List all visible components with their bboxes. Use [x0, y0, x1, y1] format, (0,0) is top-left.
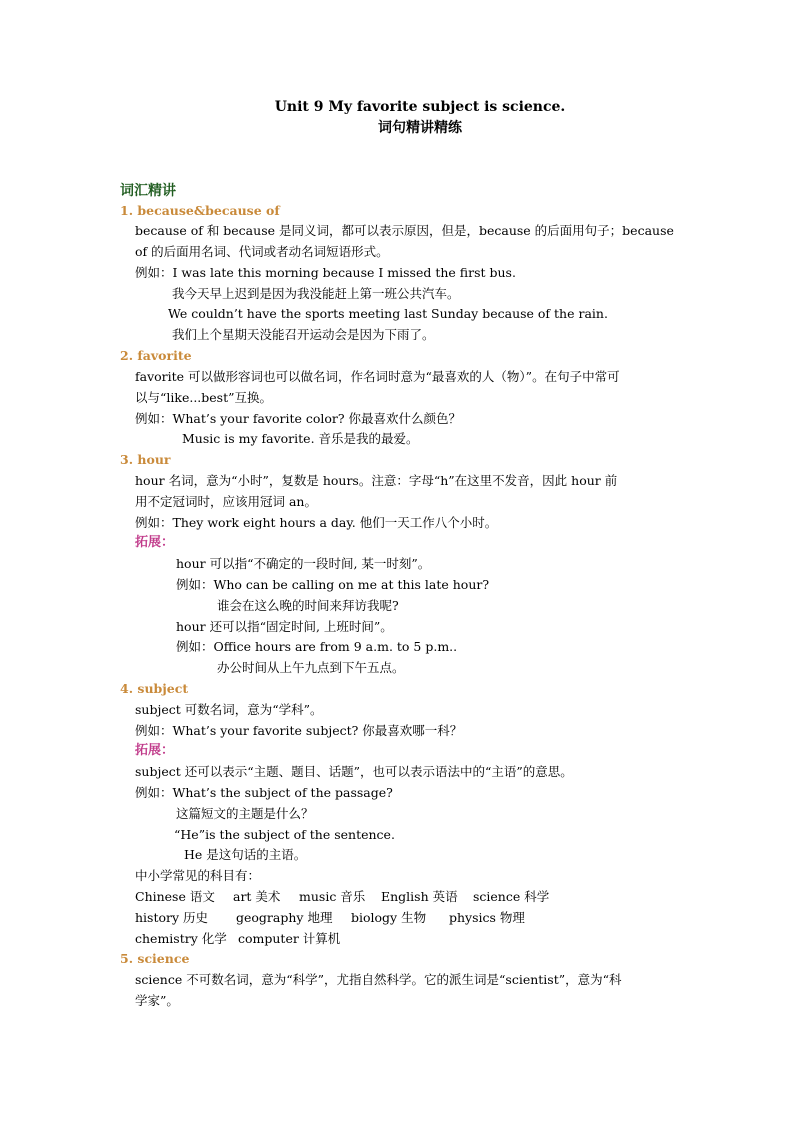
example-line: 例如：They work eight hours a day. 他们一天工作八个小时。 — [135, 515, 498, 530]
item-heading: 5. science — [120, 951, 190, 966]
section-heading: 词汇精讲 — [120, 183, 176, 199]
example-line: 例如：What’s your favorite subject? 你最喜欢哪一科？ — [135, 723, 463, 738]
example-line: Music is my favorite. 音乐是我的最爱。 — [182, 431, 419, 446]
item-heading: 4. subject — [120, 681, 189, 696]
example-en: 例如：What’s the subject of the passage? — [135, 785, 393, 800]
item-heading: 1. because&because of — [120, 203, 280, 218]
item-heading: 2. favorite — [120, 348, 192, 363]
paragraph-line: favorite 可以做形容词也可以做名词，作名词时意为“最喜欢的人（物）”。在句子中常可 — [135, 369, 620, 384]
subject-entry: history 历史 — [135, 910, 209, 925]
subject-entry: biology 生物 — [351, 910, 427, 925]
document-title: Unit 9 My favorite subject is science. — [274, 99, 566, 115]
example-en: 例如：Office hours are from 9 a.m. to 5 p.m.. — [176, 639, 458, 654]
paragraph-line: 用不定冠词时，应该用冠词 an。 — [135, 494, 317, 509]
subject-entry: music 音乐 — [299, 889, 366, 904]
subject-entry: geography 地理 — [236, 910, 333, 925]
paragraph-line: hour 名词，意为“小时”，复数是 hours。注意：字母“h”在这里不发音，因此 hour 前 — [135, 473, 618, 488]
paragraph-line: subject 可数名词，意为“学科”。 — [135, 702, 323, 717]
subject-entry: Chinese 语文 — [135, 889, 215, 904]
example-zh: 这篇短文的主题是什么？ — [176, 806, 314, 821]
extension-line: hour 可以指“不确定的一段时间, 某一时刻”。 — [176, 556, 431, 571]
paragraph-line: science 不可数名词，意为“科学”，尤指自然科学。它的派生词是“scientist”，意为“科 — [135, 972, 622, 987]
item-heading: 3. hour — [120, 452, 171, 467]
example-zh: 我们上个星期天没能召开运动会是因为下雨了。 — [172, 327, 435, 342]
extension-line: hour 还可以指“固定时间, 上班时间”。 — [176, 619, 393, 634]
extension-line: subject 还可以表示“主题、题目、话题”，也可以表示语法中的“主语”的意思。 — [135, 764, 573, 779]
example-zh: 我今天早上迟到是因为我没能赶上第一班公共汽车。 — [172, 286, 460, 301]
extension-label: 拓展： — [135, 743, 175, 758]
subject-list-label: 中小学常见的科目有： — [135, 868, 261, 883]
subject-entry: science 科学 — [473, 889, 550, 904]
subject-entry: chemistry 化学 — [135, 931, 227, 946]
example-zh: 办公时间从上午九点到下午五点。 — [217, 660, 405, 675]
extension-label: 拓展： — [135, 535, 175, 550]
subject-entry: computer 计算机 — [238, 931, 341, 946]
example-en: We couldn’t have the sports meeting last Sunday because of the rain. — [168, 306, 608, 321]
paragraph-line: because of 和 because 是同义词，都可以表示原因，但是，because 的后面用句子；because — [135, 223, 674, 238]
subject-entry: English 英语 — [381, 889, 458, 904]
paragraph-line: 学家”。 — [135, 993, 179, 1008]
subject-entry: physics 物理 — [449, 910, 525, 925]
document-subtitle: 词句精讲精练 — [378, 120, 462, 136]
subject-entry: art 美术 — [233, 889, 281, 904]
example-en: 例如：Who can be calling on me at this late hour? — [176, 577, 490, 592]
example-en: “He”is the subject of the sentence. — [174, 827, 395, 842]
example-zh: He 是这句话的主语。 — [184, 847, 307, 862]
paragraph-line: of 的后面用名词、代词或者动名词短语形式。 — [135, 244, 389, 259]
example-zh: 谁会在这么晚的时间来拜访我呢? — [217, 598, 399, 613]
example-line: 例如：What’s your favorite color? 你最喜欢什么颜色？ — [135, 411, 462, 426]
example-en: 例如：I was late this morning because I missed the first bus. — [135, 265, 516, 280]
paragraph-line: 以与“like...best”互换。 — [135, 390, 273, 405]
